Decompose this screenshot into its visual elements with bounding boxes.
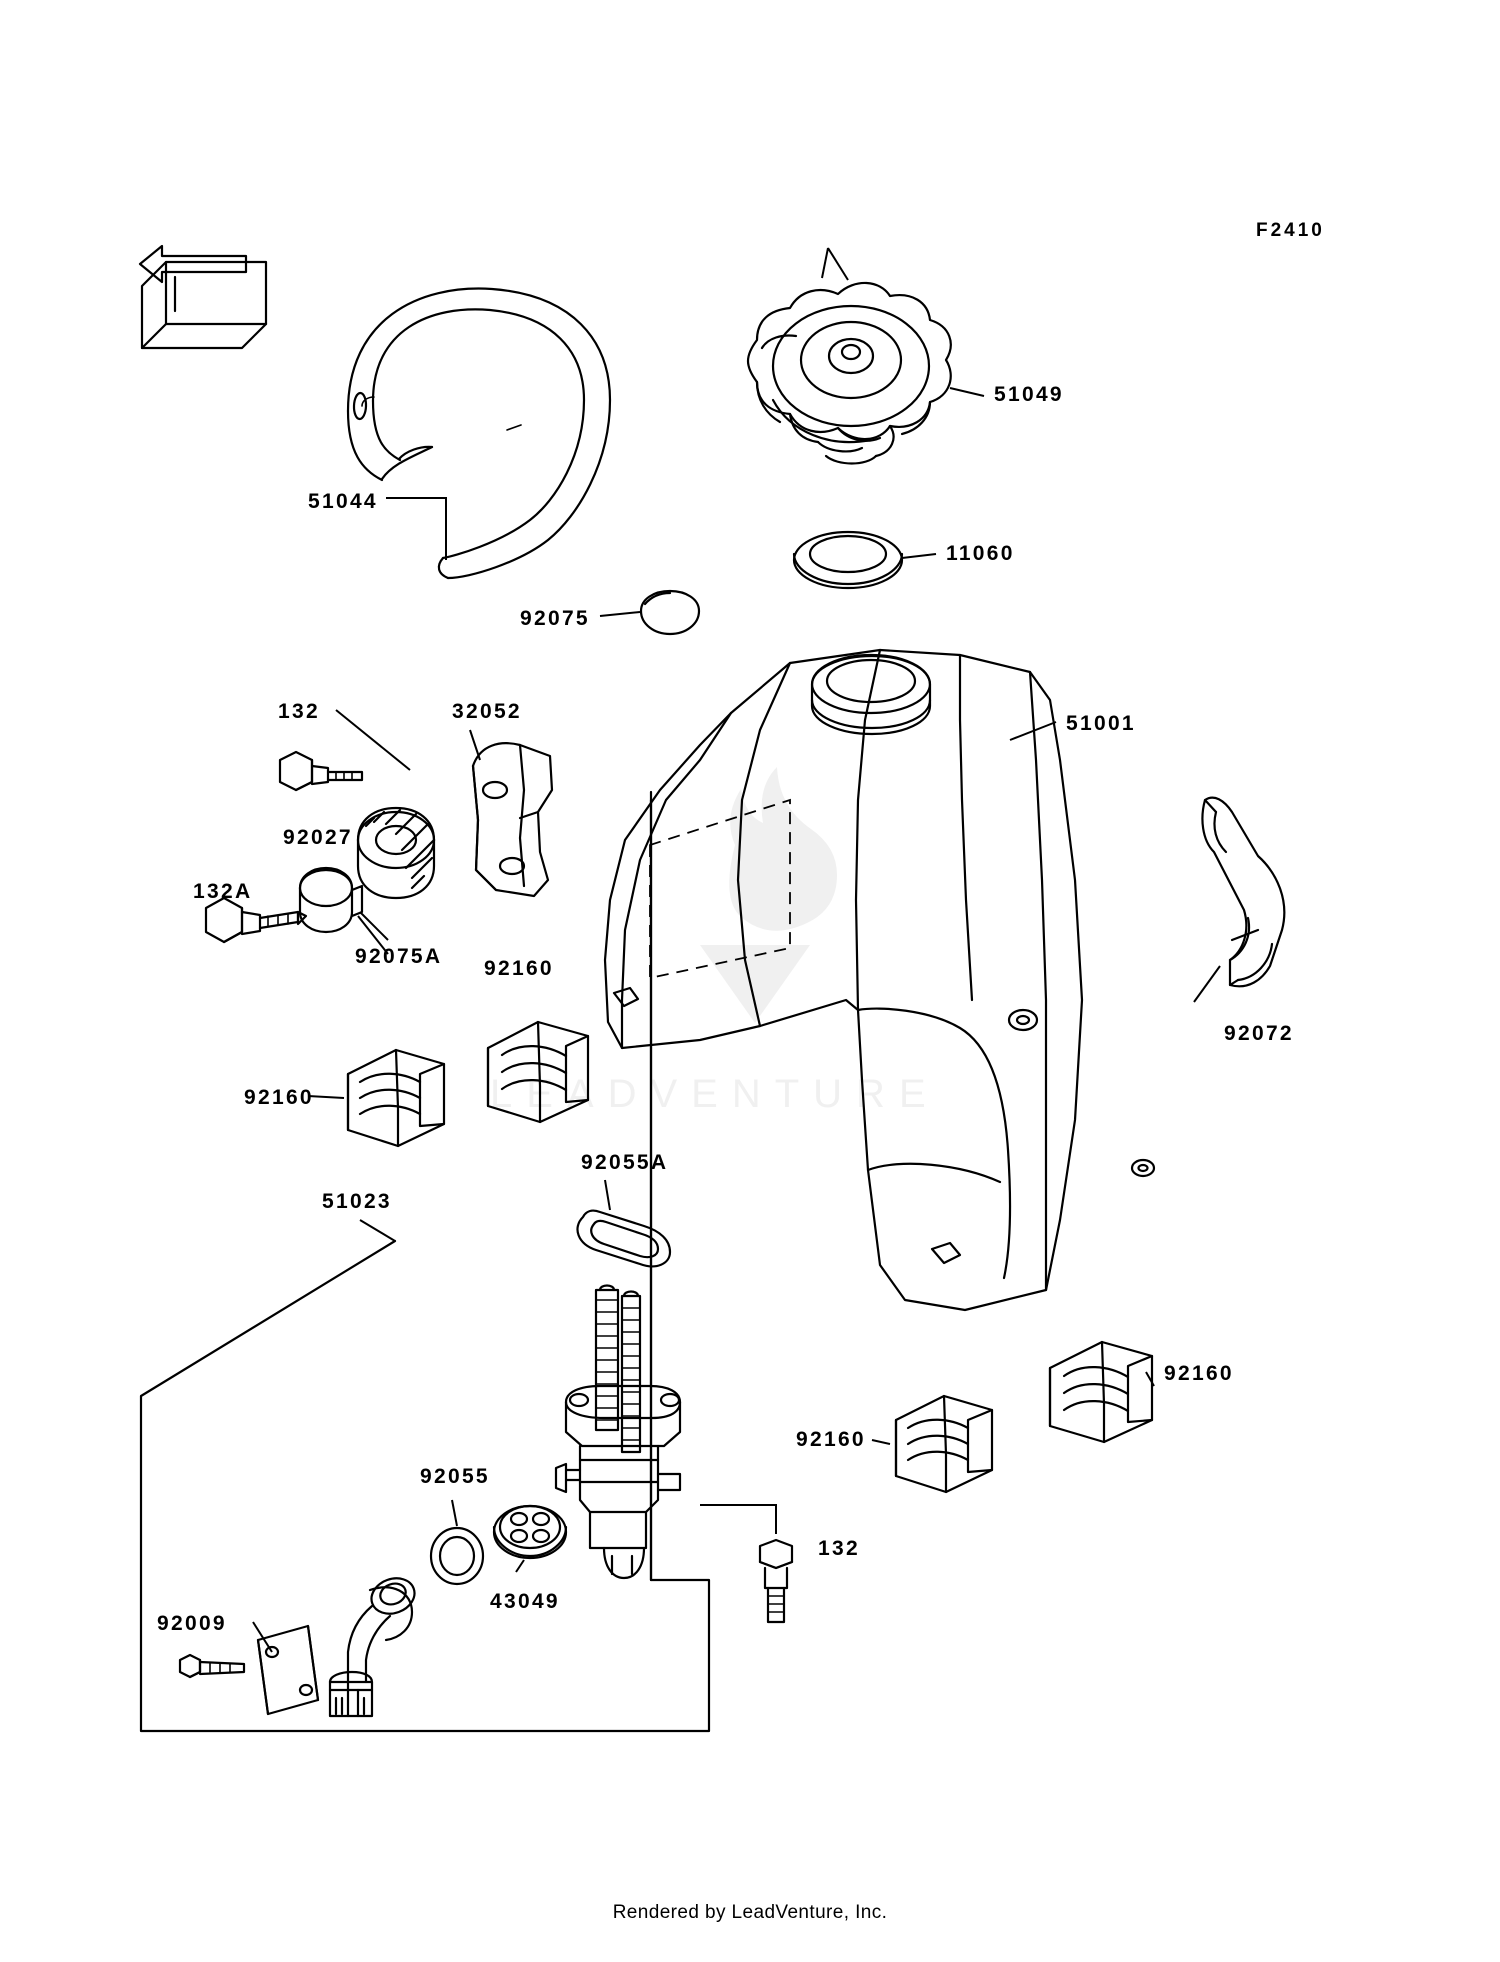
bolt-132-lower: [700, 1505, 792, 1622]
cap-gasket-11060: [794, 532, 902, 588]
fuel-hose-51044: [348, 289, 610, 578]
callout-92055A[interactable]: 92055A: [581, 1151, 669, 1174]
bracket-32052: [470, 730, 552, 896]
callout-92009[interactable]: 92009: [157, 1612, 227, 1635]
callout-132-upper[interactable]: 132: [278, 700, 320, 723]
damper-92160-center: [896, 1396, 992, 1492]
callout-92075[interactable]: 92075: [520, 607, 590, 630]
footer-credit: Rendered by LeadVenture, Inc.: [612, 1902, 888, 1923]
screw-92009: [180, 1655, 244, 1677]
callout-132A[interactable]: 132A: [193, 880, 253, 903]
damper-92160-upper: [488, 1022, 588, 1122]
damper-plug-92075: [641, 591, 699, 634]
callout-32052[interactable]: 32052: [452, 700, 522, 723]
bolt-132A: [206, 898, 306, 942]
bolt-132-upper: [280, 752, 362, 790]
callout-51023[interactable]: 51023: [322, 1190, 392, 1213]
fuel-tap-valve: [556, 1286, 680, 1579]
damper-92075A: [300, 868, 388, 940]
fuel-cap-51049: [748, 248, 951, 464]
callout-92027[interactable]: 92027: [283, 826, 353, 849]
watermark-logo: [700, 767, 837, 1023]
callout-92075A[interactable]: 92075A: [355, 945, 443, 968]
fuel-tank-51001: [605, 650, 1154, 1310]
figure-code: F2410: [1256, 220, 1325, 241]
fuel-strainer: [330, 1573, 419, 1716]
callout-51049[interactable]: 51049: [994, 383, 1064, 406]
callout-92160-left[interactable]: 92160: [244, 1086, 314, 1109]
callout-92160-upper[interactable]: 92160: [484, 957, 554, 980]
callout-132-lower[interactable]: 132: [818, 1537, 860, 1560]
tank-band-92072: [1202, 798, 1284, 987]
valve-packing-43049: [494, 1506, 566, 1572]
callout-11060[interactable]: 11060: [946, 542, 1015, 565]
damper-92160-left: [348, 1050, 444, 1146]
callout-51044[interactable]: 51044: [308, 490, 378, 513]
leader-lines: [253, 388, 1220, 1652]
callout-51001[interactable]: 51001: [1066, 712, 1136, 735]
watermark-text: LEADVENTURE: [490, 1072, 940, 1116]
valve-gasket-92055A: [577, 1180, 670, 1266]
callout-43049[interactable]: 43049: [490, 1590, 560, 1613]
callout-92160-center[interactable]: 92160: [796, 1428, 866, 1451]
front-arrow-icon: [140, 246, 266, 348]
collar-92027: [358, 808, 434, 898]
o-ring-92055: [431, 1500, 483, 1584]
callout-92072[interactable]: 92072: [1224, 1022, 1294, 1045]
mount-plate: [258, 1626, 318, 1714]
damper-92160-right: [1050, 1342, 1152, 1442]
callout-92055[interactable]: 92055: [420, 1465, 490, 1488]
callout-92160-right[interactable]: 92160: [1164, 1362, 1234, 1385]
